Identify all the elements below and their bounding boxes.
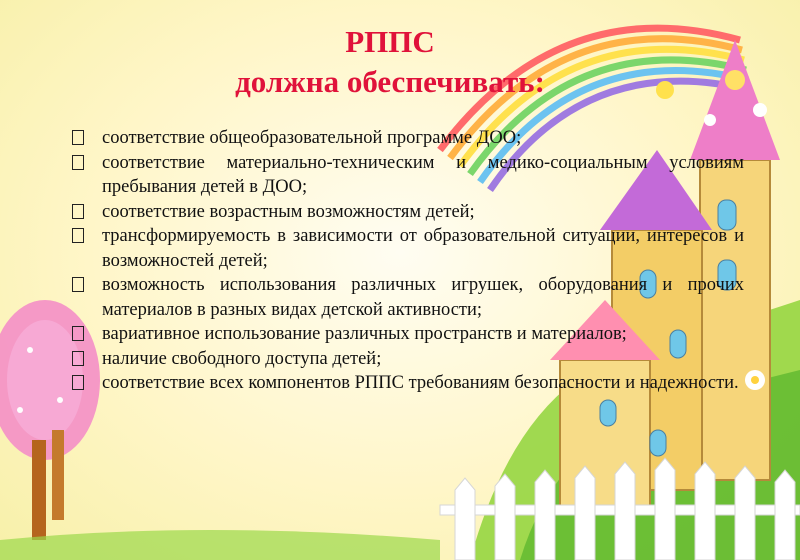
bullet-icon bbox=[72, 130, 84, 145]
title-line-1: РППС bbox=[345, 24, 435, 59]
list-item: трансформируемость в зависимости от образовательной ситуации, интересов и возможностей детей; bbox=[72, 224, 744, 273]
list-item: наличие свободного доступа детей; bbox=[72, 347, 744, 372]
list-item: соответствие общеобразовательной программе ДОО; bbox=[72, 126, 744, 151]
list-item: соответствие материально-техническим и медико-социальным условиям пребывания детей в ДОО; bbox=[72, 151, 744, 200]
bullet-icon bbox=[72, 155, 84, 170]
bullet-list bbox=[72, 126, 744, 396]
bullet-icon bbox=[72, 228, 84, 243]
bullet-icon bbox=[72, 351, 84, 366]
bullet-icon bbox=[72, 204, 84, 219]
bullet-icon bbox=[72, 277, 84, 292]
list-item: соответствие всех компонентов РППС требованиям безопасности и надежности. bbox=[72, 371, 744, 396]
title-line-2: должна обеспечивать: bbox=[235, 64, 545, 99]
bullet-icon bbox=[72, 326, 84, 341]
list-item: возможность использования различных игрушек, оборудования и прочих материалов в разных видах детской активности; bbox=[72, 273, 744, 322]
page-title bbox=[150, 22, 630, 102]
list-item: вариативное использование различных пространств и материалов; bbox=[72, 322, 744, 347]
bullet-icon bbox=[72, 375, 84, 390]
list-item: соответствие возрастным возможностям детей; bbox=[72, 200, 744, 225]
